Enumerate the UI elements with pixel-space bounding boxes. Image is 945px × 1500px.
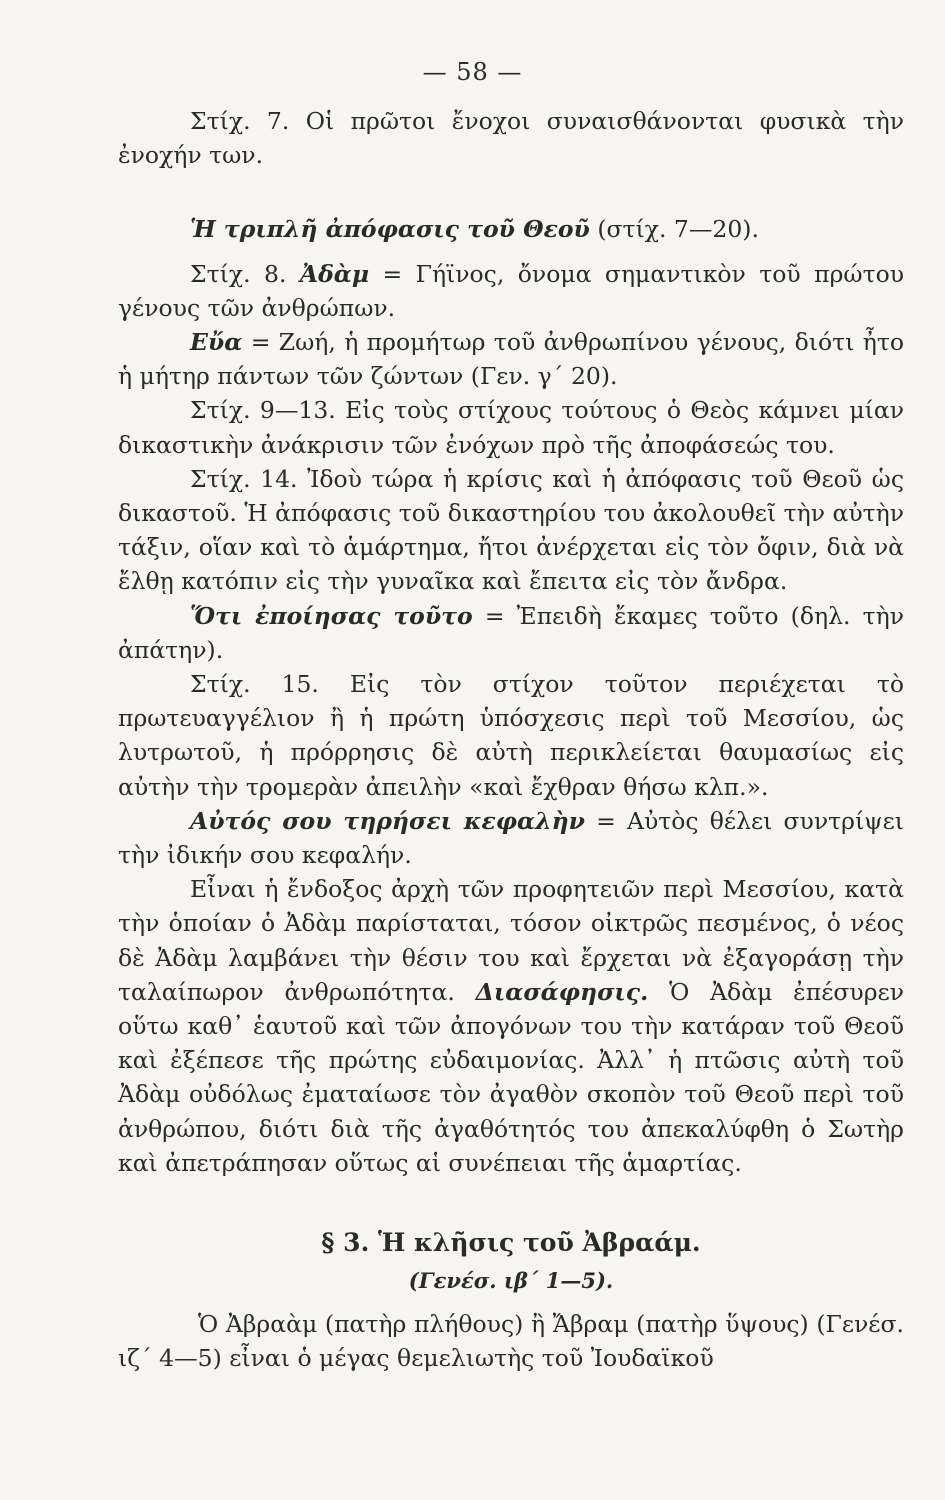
subheading-ref: (στίχ. 7—20). [589, 215, 759, 244]
paragraph-verse-15: Στίχ. 15. Εἰς τὸν στίχον τοῦτον περιέχεται τὸ πρωτευαγγέλιον ἢ ἡ πρώτη ὑπόσχεσις περὶ τοῦ Μεσσίου, ὡς λυτρωτοῦ, ἡ πρόρρησις δὲ αὐτὴ περικλείεται θαυμασίως εἰς αὐτὴν τὴν τρομερὰν ἀπειλὴν «καὶ ἔχθραν θήσω κλπ.». [118, 670, 904, 801]
definition-head: = Αὐτὸς θέλει συντρίψει τὴν ἰδικήν σου κεφαλήν. [118, 806, 904, 870]
paragraph-because [118, 599, 904, 667]
paragraph-verse-8 [118, 257, 904, 325]
paragraph-eve [118, 325, 904, 393]
paragraph-verse-7: Στίχ. 7. Οἱ πρῶτοι ἔνοχοι συναισθάνονται φυσικὰ τὴν ἐνοχήν των. [118, 107, 904, 170]
definition-eve: = Ζωή, ἡ προμήτωρ τοῦ ἀνθρωπίνου γένους, διότι ἦτο ἡ μήτηρ πάντων τῶν ζώντων (Γεν. γ΄ 20). [118, 328, 904, 391]
subheading-bold: Ἡ τριπλῆ ἀπόφασις τοῦ Θεοῦ [190, 215, 590, 244]
subheading-triple-judgment [118, 212, 904, 246]
term-head: Αὐτός σου τηρήσει κεφαλὴν [190, 806, 585, 835]
paragraph-explanation [118, 872, 904, 1180]
explanation-part-b: Ὁ Ἀδὰμ ἐπέσυρεν οὕτω καθ᾽ ἑαυτοῦ καὶ τῶν ἀπογόνων του τὴν κατάραν τοῦ Θεοῦ καὶ ἐξέπεσε τῆς πρώτης εὐδαιμονίας. Ἀλλ᾽ ἡ πτῶσις αὐτὴ τοῦ Ἀδὰμ οὐδόλως ἐματαίωσε τὸν ἀγαθὸν σκοπὸν τοῦ Θεοῦ περὶ τοῦ ἀνθρώπου, διότι διὰ τῆς ἀγαθότητός του ἀπεκαλύφθη ὁ Σωτὴρ καὶ ἀπετράπησαν οὕτως αἱ συνέπειαι τῆς ἁμαρτίας. [118, 977, 904, 1177]
term-clarification: Διασάφησις. [475, 977, 649, 1006]
explanation-part-a: Εἶναι ἡ ἔνδοξος ἀρχὴ τῶν προφητειῶν περὶ Μεσσίου, κατὰ τὴν ὁποίαν ὁ Ἀδὰμ παρίσταται, τόσον οἰκτρῶς πεσμένος, ὁ νέος δὲ Ἀδὰμ λαμβάνει τὴν θέσιν του καὶ ἔρχεται νὰ ἐξαγοράσῃ τὴν ταλαίπωρον ἀνθρωπότητα. [118, 875, 904, 1006]
paragraph-abraham: Ὁ Ἀβραὰμ (πατὴρ πλήθους) ἢ Ἄβραμ (πατὴρ ὕψους) (Γενέσ. ιζ΄ 4—5) εἶναι ὁ μέγας θεμελιωτὴς τοῦ Ἰουδαϊκοῦ [118, 1309, 904, 1372]
definition-adam: = Γήϊνος, ὄνομα σημαντικὸν τοῦ πρώτου γένους τῶν ἀνθρώπων. [118, 259, 904, 322]
paragraph-verse-14: Στίχ. 14. Ἰδοὺ τώρα ἡ κρίσις καὶ ἡ ἀπόφασις τοῦ Θεοῦ ὡς δικαστοῦ. Ἡ ἀπόφασις τοῦ δικαστηρίου του ἀκολουθεῖ τὴν αὐτὴν τάξιν, οἵαν καὶ τὸ ἁμάρτημα, ἤτοι ἀνέρχεται εἰς τὸν ὄφιν, διὰ νὰ ἔλθῃ κατόπιν εἰς τὴν γυναῖκα καὶ ἔπειτα εἰς τὸν ἄνδρα. [118, 464, 904, 596]
section-heading: § 3. Ἡ κλῆσις τοῦ Ἀβραάμ. [321, 1228, 701, 1258]
term-eve: Εὔα [190, 328, 243, 357]
definition-because: = Ἐπειδὴ ἔκαμες τοῦτο (δηλ. τὴν ἀπάτην). [118, 601, 904, 664]
term-adam: Ἀδὰμ [299, 259, 370, 288]
term-because: Ὅτι ἐποίησας τοῦτο [190, 601, 473, 630]
paragraph-head [118, 804, 904, 872]
page-body [118, 104, 904, 1375]
page-number: — 58 — [422, 58, 523, 86]
verse-label: Στίχ. 8. [190, 259, 300, 288]
paragraph-verses-9-13: Στίχ. 9—13. Εἰς τοὺς στίχους τούτους ὁ Θεὸς κάμνει μίαν δικαστικὴν ἀνάκρισιν τῶν ἐνόχων πρὸ τῆς ἀποφάσεώς του. [118, 396, 904, 459]
section-reference: (Γενέσ. ιβ΄ 1—5). [408, 1268, 614, 1294]
